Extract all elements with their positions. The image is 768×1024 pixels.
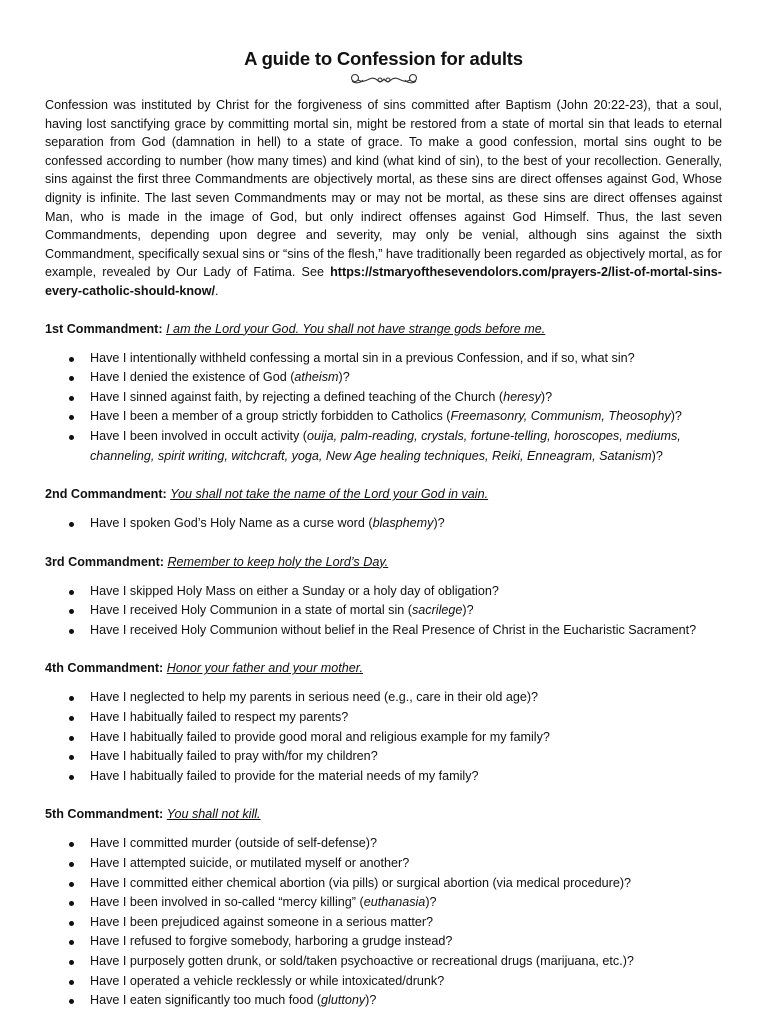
item-after: )?	[670, 409, 682, 424]
item-text: Have I refused to forgive somebody, harboring a grudge instead?	[90, 934, 453, 949]
item-term: Freemasonry, Communism, Theosophy	[450, 409, 671, 424]
item-text: Have I spoken God’s Holy Name as a curse word (	[90, 516, 373, 531]
commandment-sections	[45, 320, 722, 1011]
item-text: Have I purposely gotten drunk, or sold/taken psychoactive or recreational drugs (marijuana, etc.)?	[90, 954, 634, 968]
commandment-text: Remember to keep holy the Lord’s Day.	[167, 554, 389, 569]
item-term: heresy	[503, 389, 541, 404]
list-item	[90, 582, 722, 602]
item-text: Have I skipped Holy Mass on either a Sunday or a holy day of obligation?	[90, 583, 499, 598]
list-item	[90, 991, 722, 1011]
list-item	[90, 913, 722, 933]
intro-end: .	[215, 283, 219, 298]
commandment-heading	[45, 320, 722, 338]
item-text: Have I denied the existence of God (	[90, 370, 295, 385]
intro-text: Confession was instituted by Christ for the forgiveness of sins committed after Baptism (John 20:22-23), that a soul, having lost sanctifying grace by committing mortal sin, might be restored from a state of mortal sin that leads to eternal separation from God (damnation in hell) to a state of grace. To make a good confession, mortal sins ought to be confessed according to number (how many times) and kind (what kind of sin), to the best of your recollection. Generally, sins against the first three Commandments are objectively mortal, as these sins are direct offenses against God, Whose dignity is infinite. The last seven Commandments may or may not be mortal, as these sins are direct offenses against Man, who is made in the image of God, but only indirect offenses against God Himself. Thus, the last seven Commandments, depending upon degree and severity, may only be venial, although sins against the sixth Commandment, specifically sexual sins or “sins of the flesh,” have traditionally been regarded as objectively mortal, as for example, revealed by Our Lady of Fatima. See	[45, 98, 722, 280]
ornament-flourish-icon	[349, 72, 419, 86]
list-item	[90, 368, 722, 388]
commandment-label: 4th Commandment:	[45, 661, 164, 676]
commandment-text: You shall not kill.	[166, 807, 261, 822]
commandment-label: 5th Commandment:	[45, 807, 164, 822]
item-text: Have I eaten significantly too much food (	[90, 993, 322, 1008]
item-term: euthanasia	[363, 895, 426, 910]
list-item	[90, 874, 722, 894]
item-text: Have I operated a vehicle recklessly or while intoxicated/drunk?	[90, 973, 445, 988]
examination-list	[45, 349, 722, 467]
item-text: Have I intentionally withheld confessing a mortal sin in a previous Confession, and if so, what sin?	[90, 350, 635, 365]
examination-list	[45, 582, 722, 641]
item-text: Have I been a member of a group strictly forbidden to Catholics (	[90, 409, 451, 424]
item-text: Have I habitually failed to provide for the material needs of my family?	[90, 768, 479, 783]
list-item	[90, 601, 722, 621]
item-text: Have I sinned against faith, by rejecting a defined teaching of the Church (	[90, 389, 504, 404]
commandment-text: I am the Lord your God. You shall not have strange gods before me.	[166, 321, 546, 336]
examination-list	[45, 514, 722, 534]
commandment-heading	[45, 485, 722, 503]
item-text: Have I been prejudiced against someone in a serious matter?	[90, 914, 434, 929]
reference-link[interactable]: https://stmaryofthesevendolors.com/prayers-2/list-of-mortal-sins-every-catholic-should-know/	[45, 265, 722, 298]
page-title: A guide to Confession for adults	[244, 48, 523, 69]
item-text: Have I received Holy Communion without belief in the Real Presence of Christ in the Eucharistic Sacrament?	[90, 622, 697, 637]
list-item	[90, 388, 722, 408]
list-item	[90, 621, 722, 641]
list-item	[90, 427, 722, 466]
item-text: Have I habitually failed to respect my parents?	[90, 710, 349, 725]
item-text: Have I committed either chemical abortion (via pills) or surgical abortion (via medical procedure)?	[90, 875, 632, 890]
list-item	[90, 767, 722, 787]
list-item	[90, 349, 722, 369]
item-after: )?	[462, 603, 474, 618]
examination-list	[45, 688, 722, 786]
commandment-label: 1st Commandment:	[45, 321, 163, 336]
list-item	[90, 893, 722, 913]
list-item	[90, 952, 722, 972]
item-term: sacrilege	[411, 603, 463, 618]
item-text: Have I been involved in occult activity (	[90, 428, 307, 443]
commandment-text: Honor your father and your mother.	[166, 661, 363, 676]
item-term: gluttony	[321, 993, 366, 1008]
list-item	[90, 854, 722, 874]
item-text: Have I habitually failed to pray with/for my children?	[90, 749, 378, 764]
list-item	[90, 972, 722, 992]
list-item	[90, 932, 722, 952]
list-item	[90, 834, 722, 854]
item-text: Have I neglected to help my parents in serious need (e.g., care in their old age)?	[90, 690, 539, 705]
item-text: Have I attempted suicide, or mutilated myself or another?	[90, 856, 410, 871]
item-after: )?	[425, 895, 437, 910]
item-term: ouija, palm-reading, crystals, fortune-telling, horoscopes, mediums, channeling, spirit writing, witchcraft, yoga, New Age healing techniques, Reiki, Enneagram, Satanism	[90, 428, 681, 463]
commandment-heading	[45, 553, 722, 571]
commandment-label: 3rd Commandment:	[45, 554, 164, 569]
commandment-text: You shall not take the name of the Lord your God in vain.	[170, 487, 489, 502]
commandment-heading	[45, 659, 722, 677]
list-item	[90, 407, 722, 427]
list-item	[90, 747, 722, 767]
item-after: )?	[433, 516, 445, 531]
examination-list	[45, 834, 722, 1010]
commandment-label: 2nd Commandment:	[45, 487, 167, 502]
list-item	[90, 708, 722, 728]
item-after: )?	[651, 448, 663, 463]
item-after: )?	[365, 993, 377, 1008]
item-text: Have I habitually failed to provide good moral and religious example for my family?	[90, 729, 550, 744]
item-text: Have I been involved in so-called “mercy killing” (	[90, 895, 364, 910]
intro-paragraph	[45, 96, 722, 301]
list-item	[90, 728, 722, 748]
item-after: )?	[540, 389, 553, 404]
item-text: Have I committed murder (outside of self-defense)?	[90, 836, 377, 851]
list-item	[90, 688, 722, 708]
list-item	[90, 514, 722, 534]
item-after: )?	[338, 370, 350, 385]
item-term: blasphemy	[372, 516, 434, 531]
commandment-heading	[45, 805, 722, 823]
item-text: Have I received Holy Communion in a state of mortal sin (	[90, 603, 412, 618]
item-term: atheism	[294, 370, 339, 385]
